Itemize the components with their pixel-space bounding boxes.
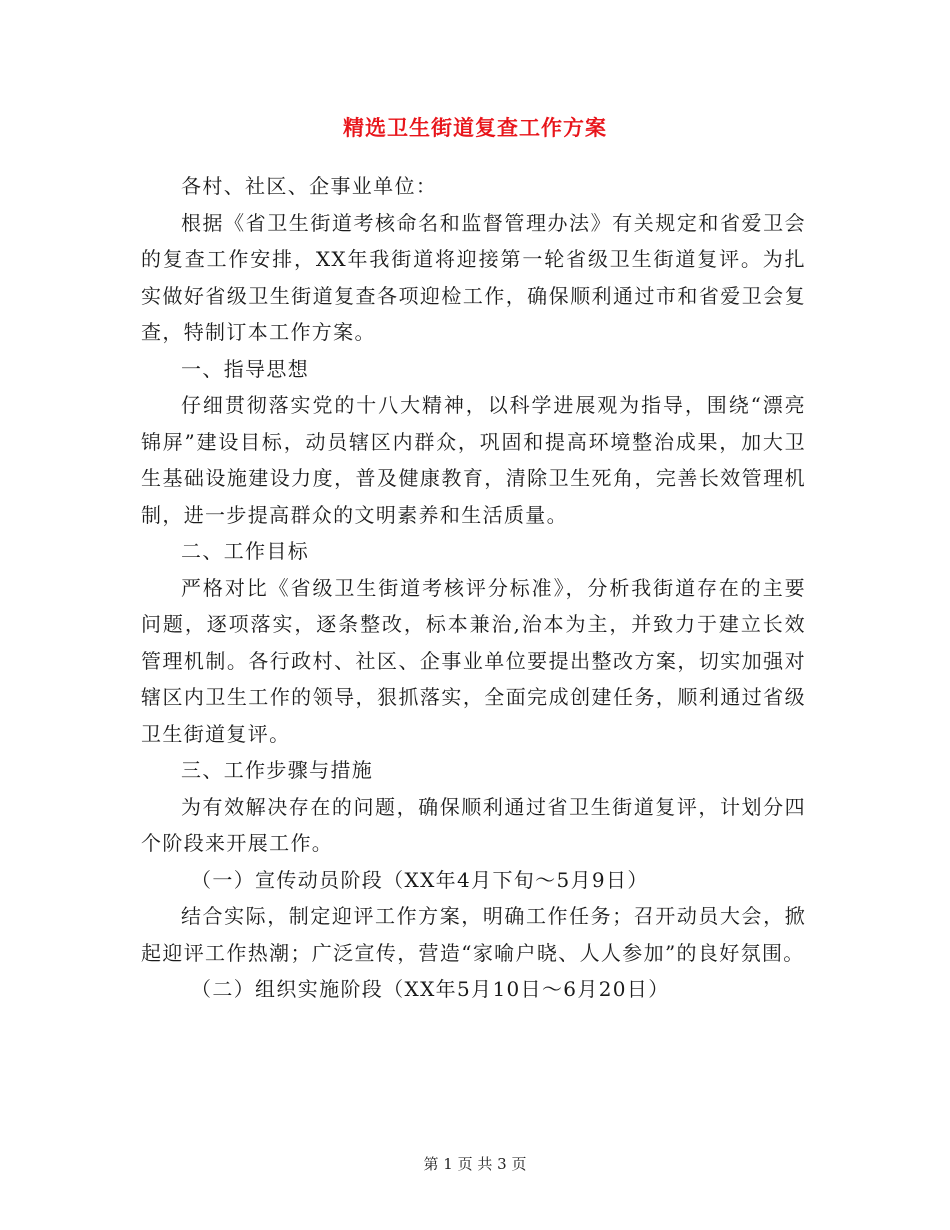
page-footer: 第 1 页 共 3 页 <box>423 1155 527 1173</box>
section-heading-guiding-ideology: 一、指导思想 <box>181 356 310 381</box>
publicity-phase-paragraph: 结合实际，制定迎评工作方案，明确工作任务；召开动员大会，掀起迎评工作热潮；广泛宣传，营造“家喻户晓、人人参加”的良好氛围。 <box>141 904 806 965</box>
document-title: 精选卫生街道复查工作方案 <box>343 115 607 140</box>
section-heading-work-goals: 二、工作目标 <box>181 539 310 563</box>
intro-paragraph: 根据《省卫生街道考核命名和监督管理办法》有关规定和省爱卫会的复查工作安排，XX年我街道将迎接第一轮省级卫生街道复评。为扎实做好省级卫生街道复查各项迎检工作，确保顺利通过市和省爱卫会复查，特制订本工作方案。 <box>141 210 806 344</box>
guiding-ideology-paragraph: 仔细贯彻落实党的十八大精神，以科学进展观为指导，围绕“漂亮锦屏”建设目标，动员辖区内群众，巩固和提高环境整治成果，加大卫生基础设施建设力度，普及健康教育，清除卫生死角，完善长效管理机制，进一步提高群众的文明素养和生活质量。 <box>141 393 806 527</box>
subsection-heading-publicity-phase: （一）宣传动员阶段（XX年4月下旬～5月9日） <box>191 867 649 892</box>
salutation: 各村、社区、企事业单位： <box>181 174 438 198</box>
section-heading-steps-measures: 三、工作步骤与措施 <box>181 758 374 782</box>
document-body <box>141 168 806 1008</box>
subsection-heading-implementation-phase: （二）组织实施阶段（XX年5月10日～6月20日） <box>191 977 670 1001</box>
steps-intro-paragraph: 为有效解决存在的问题，确保顺利通过省卫生街道复评，计划分四个阶段来开展工作。 <box>141 794 806 855</box>
work-goals-paragraph: 严格对比《省级卫生街道考核评分标准》，分析我街道存在的主要问题，逐项落实，逐条整改，标本兼治,治本为主，并致力于建立长效管理机制。各行政村、社区、企事业单位要提出整改方案，切实加强对辖区内卫生工作的领导，狠抓落实，全面完成创建任务，顺利通过省级卫生街道复评。 <box>141 575 806 746</box>
